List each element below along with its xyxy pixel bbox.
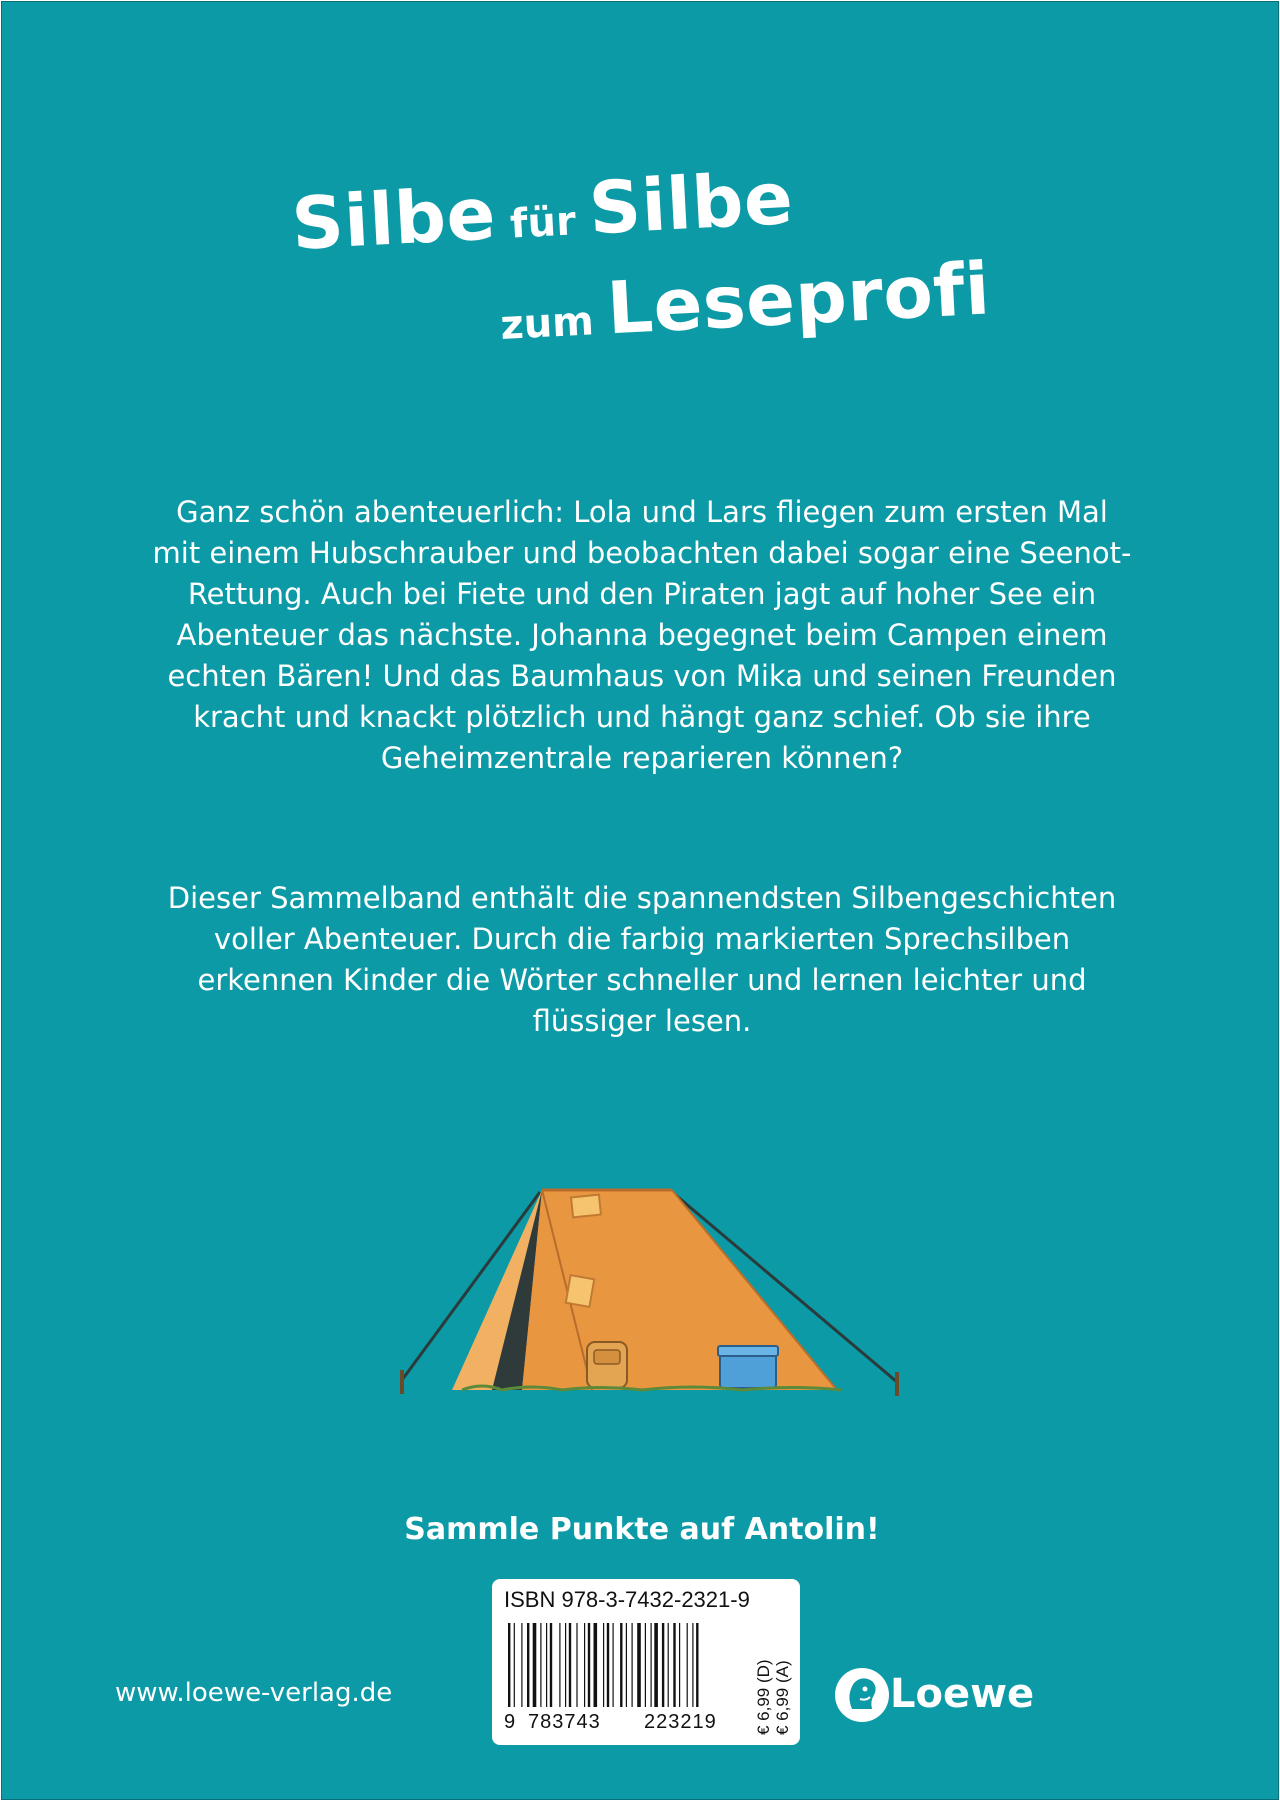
- isbn-barcode-label: [492, 1579, 800, 1745]
- headline-word: Leseprofi: [604, 246, 993, 351]
- barcode-bar: [514, 1623, 515, 1707]
- barcode-bar: [692, 1623, 693, 1707]
- blurb-paragraph-2: Dieser Sammelband enthält die spannendsten Silbengeschichten voller Abenteuer. Durch die farbig markierten Sprechsilben erkennen Kinder die Wörter schneller und lernen leichter und flüssiger lesen.: [167, 881, 1117, 1038]
- price-austria: € 6,99 (A): [773, 1660, 792, 1735]
- barcode-bar: [559, 1623, 560, 1707]
- headline-line-1: [290, 156, 796, 266]
- barcode-bar: [620, 1623, 622, 1707]
- headline-line-2: [498, 246, 993, 356]
- barcode-bar: [632, 1623, 633, 1707]
- barcode-bar: [588, 1623, 590, 1707]
- barcode-bar: [662, 1623, 664, 1707]
- barcode-bar: [584, 1623, 585, 1707]
- barcode-bar: [521, 1623, 522, 1707]
- barcode-bar: [527, 1623, 529, 1707]
- headline-word: für: [509, 198, 577, 248]
- publisher-website: www.loewe-verlag.de: [115, 1678, 393, 1708]
- barcode-bar: [565, 1623, 566, 1707]
- lion-icon: [832, 1665, 892, 1725]
- barcode-bar: [540, 1623, 541, 1707]
- barcode-bar: [613, 1623, 614, 1707]
- barcode-bar: [679, 1623, 680, 1707]
- tent-illustration: [392, 1182, 912, 1412]
- barcode: [508, 1623, 744, 1707]
- barcode-bar: [651, 1623, 652, 1707]
- back-cover: [1, 1, 1279, 1800]
- headline-word: zum: [499, 298, 595, 350]
- headline-word: Silbe: [289, 171, 498, 266]
- barcode-bar: [546, 1623, 547, 1707]
- barcode-bar: [569, 1623, 571, 1707]
- barcode-digits-right: 223219: [644, 1711, 717, 1733]
- barcode-bar: [576, 1623, 577, 1707]
- headline: [2, 155, 1280, 362]
- barcode-bar: [533, 1623, 537, 1707]
- price-germany: € 6,99 (D): [754, 1659, 773, 1735]
- barcode-bar: [637, 1623, 641, 1707]
- barcode-bar: [603, 1623, 604, 1707]
- barcode-bar: [645, 1623, 646, 1707]
- barcode-bar: [594, 1623, 598, 1707]
- barcode-bar: [508, 1623, 510, 1707]
- publisher-logo: [832, 1665, 1042, 1725]
- antolin-notice: Sammle Punkte auf Antolin!: [404, 1512, 880, 1547]
- barcode-bar: [550, 1623, 552, 1707]
- price-block: [754, 1627, 794, 1739]
- barcode-bar: [668, 1623, 669, 1707]
- barcode-bar: [687, 1623, 688, 1707]
- barcode-bar: [654, 1623, 658, 1707]
- blurb-paragraph-1: Ganz schön abenteuerlich: Lola und Lars fliegen zum ersten Mal mit einem Hubschrauber und beobachten dabei sogar eine Seenot-Rettung. Auch bei Fiete und den Piraten jagt auf hoher See ein Abenteuer das nächste. Johanna begegnet beim Campen einem echten Bären! Und das Baumhaus von Mika und seinen Freunden kracht und knackt plötzlich und hängt ganz schief. Ob sie ihre Geheimzentrale reparieren können?: [152, 495, 1132, 775]
- barcode-bar: [626, 1623, 627, 1707]
- barcode-bar: [696, 1623, 698, 1707]
- barcode-bar: [607, 1623, 609, 1707]
- headline-word: Silbe: [586, 155, 796, 251]
- barcode-digits-left: 783743: [528, 1711, 601, 1733]
- publisher-name: Loewe: [890, 1671, 1035, 1717]
- isbn-number: ISBN 978-3-7432-2321-9: [504, 1587, 750, 1612]
- barcode-digit-first: 9: [504, 1711, 516, 1733]
- barcode-bar: [673, 1623, 675, 1707]
